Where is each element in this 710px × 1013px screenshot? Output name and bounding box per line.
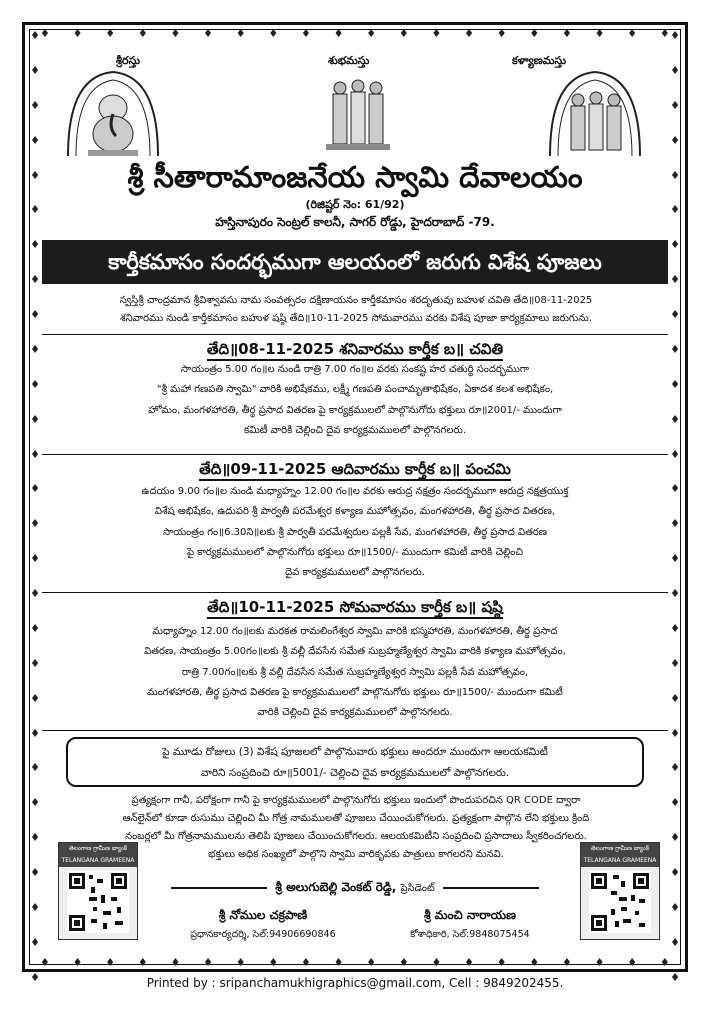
offer-line: పై మూడు రోజులు (3) విశేష పూజలలో పాల్గొనువారు భక్తులు అందరూ ముందుగా ఆలయకమిటీ [162,746,548,758]
divider [42,334,668,335]
secretary-name: శ్రీ నోముల చక్రపాణి [218,908,308,922]
blessing-center: శుభమస్తు [328,54,370,67]
president-signature [0,880,710,897]
day-3-heading: తేది॥10-11-2025 సోమవారము కార్తీక బ॥ షష్ఠి [0,598,710,620]
day-3-details [60,622,650,723]
rama-family-illustration [318,72,398,152]
day-1-details [60,360,650,441]
secretary-role: ప్రధానకార్యదర్శి, సెల్:94906690846 [190,929,336,940]
note-line: ఆన్‌లైన్‌లో కూడా రుసుము చెల్లించి మీ గోత్ర నామములతో పూజలు చేయించుకోగలరు. ప్రత్యక్షంగా పాల్గొన లేని భక్తులు క్రింది [122,813,590,824]
day-3-line: మంగళహారతి, తీర్థ ప్రసాద వితరణ పై కార్యక్రమములలో పాల్గొనుగోరు భక్తులు రూ॥1500/- ముందుగా కమిటీ [147,686,563,698]
day-1-heading: తేది॥08-11-2025 శనివారము కార్తీక బ॥ చవితి [0,340,710,362]
divider [42,454,668,455]
blessing-left: శ్రీరస్తు [116,54,141,67]
day-3-line: వారికి చెల్లించి దైవ కార్యక్రమములలో పాల్గొనగలరు. [257,707,453,719]
divider [42,730,668,731]
intro-line: స్వస్తిశ్రీ చాంద్రమాన శ్రీవిశ్వావసు నామ సంవత్సరం దక్షిణాయనం కార్తీకమాసం శరదృతువు బహుళ చవితి తేది॥08-11-2025 [119,295,593,306]
lamp-border-bottom: ♦ ♦ ♦ ♦ ♦ ♦ ♦ ♦ ♦ ♦ ♦ ♦ ♦ ♦ ♦ ♦ ♦ ♦ ♦ ♦ [40,955,670,969]
day-3-line: వితరణ, సాయంత్రం 5.00గం॥లకు శ్రీ వల్లీ దేవసేన సమేత సుబ్రహ్మణ్యేశ్వర స్వామి వారికి కళ్యాణ మహోత్సవం, [144,646,566,658]
day-2-line: పై కార్యక్రమములలో పాల్గొనుగోరు భక్తులు రూ॥1500/- ముందుగా కమిటీ వారికి చెల్లించి [186,546,524,558]
lamp-border-top: ♦ ♦ ♦ ♦ ♦ ♦ ♦ ♦ ♦ ♦ ♦ ♦ ♦ ♦ ♦ ♦ ♦ ♦ ♦ ♦ [40,26,670,40]
treasurer-name: శ్రీ మంచి నారాయణ [424,908,516,922]
day-2-line: సాయంత్రం గం॥6.30ని॥లకు శ్రీ పార్వతీ పరమేశ్వరుల పల్లకీ సేవ, మంగళహారతి, తీర్థ ప్రసాద వితరణ [162,526,548,538]
blessing-right: కళ్యాణమస్తు [512,54,567,67]
day-1-line: "శ్రీ మహా గణపతి స్వామి" వారికి అభిషేకము, లక్ష్మీ గణపతి పంచామృతాభిషేకం, ఏకాదశ కలశ అభిషేకం, [156,384,554,396]
printer-credit: Printed by : sripanchamukhigraphics@gmail.com, Cell : 9849202455. [146,976,564,990]
bank-label: తెలంగాణ గ్రామీణ బ్యాంక్ TELANGANA GRAMEENA [59,843,137,867]
day-2-line: ఉదయం 9.00 గం॥ల నుండి మధ్యాహ్నం 12.00 గం॥ల వరకు ఆరుద్ర నక్షత్రం సందర్భముగా ఆరుద్ర నక్షత్రయుక్త [141,486,569,497]
day-3-line: మధ్యాహ్నం 12.00 గం॥లకు మరకత రామలింగేశ్వర స్వామి వారికి భస్మహారతి, మంగళహారతి, తీర్థ ప్రసాద [152,626,558,637]
deities-right-illustration [540,66,650,158]
secretary-signature [168,908,358,942]
treasurer-role: కోశాధికారి, సెల్:9848075454 [410,929,530,940]
event-banner: కార్తీకమాసం సందర్భముగా ఆలయంలో జరుగు విశేష పూజలు [42,240,668,284]
day-2-details [60,482,650,583]
day-2-line: దైవ కార్యక్రమములలో పాల్గొనగలరు. [285,567,425,579]
registration-number: (రిజిష్టర్ నెం: 61/92) [305,198,405,211]
lamp-border-right: ♦ ♦ ♦ ♦ ♦ ♦ ♦ ♦ ♦ ♦ ♦ ♦ ♦ ♦ ♦ ♦ ♦ ♦ ♦ ♦ ♦ ♦ ♦ ♦ ♦ ♦ ♦ ♦ [670,29,680,984]
offer-line: వారిని సంప్రదించి రూ॥5001/- చెల్లించి దైవ కార్యక్రమములలో పాల్గొనగలరు. [200,767,510,779]
intro-paragraph [48,292,664,328]
qr-payment-note [78,792,634,864]
temple-title: శ్రీ సీతారామాంజనేయ స్వామి దేవాలయం [127,160,583,194]
note-line: నంబర్లలో మీ గోత్రనామములను తెలిపి పూజలు చేయించుకోగలరు. ఆలయకమిటీని సంప్రదించి ప్రసాదాలు స్వీకరించగలరు. [125,831,587,842]
lamp-border-left: ♦ ♦ ♦ ♦ ♦ ♦ ♦ ♦ ♦ ♦ ♦ ♦ ♦ ♦ ♦ ♦ ♦ ♦ ♦ ♦ ♦ ♦ ♦ ♦ ♦ ♦ ♦ ♦ [30,29,40,984]
day-1-line: హోమం, మంగళహారతి, తీర్థ ప్రసాద వితరణ పై కార్యక్రములలో పాల్గొనుగోరు భక్తులు రూ॥2001/- ముందుగా [148,404,562,416]
day-1-line: సాయంత్రం 5.00 గం॥ల నుండి రాత్రి 7.00 గం॥ల వరకు సంకష్ట హర చతుర్థి సందర్భముగా [180,364,530,375]
president-name: శ్రీ అలుగుబెల్లి వెంకట్ రెడ్డి, [275,880,397,894]
treasurer-signature [380,908,560,942]
package-offer-box [66,737,644,787]
day-2-heading: తేది॥09-11-2025 ఆదివారము కార్తీక బ॥ పంచమి [0,460,710,482]
intro-line: శనివారము నుండి కార్తీకమాసం బహుళ షష్ఠి తేది॥10-11-2025 సోమవారము వరకు విశేష పూజా కార్యక్రమాలు జరుగును. [120,313,592,324]
temple-address: హస్తినాపురం సెంట్రల్ కాలనీ, సాగర్ రోడ్డు, హైదరాబాద్ -79. [215,215,495,229]
day-3-line: రాత్రి 7.00గం॥లకు శ్రీ వల్లీ దేవసేన సమేత సుబ్రహ్మణ్యేశ్వర స్వామి పల్లకీ సేవ మహోత్సవం, [181,666,529,678]
note-line: ప్రత్యక్షంగా గానీ, పరోక్షంగా గానీ పై కార్యక్రమములలో పాల్గొనుగోరు భక్తులు ఇందులో పొందుపరచిన QR CODE ద్వారా [131,795,581,806]
bank-label: తెలంగాణ గ్రామీణ బ్యాంక్ TELANGANA GRAMEENA [581,843,659,867]
divider [42,592,668,593]
president-role: ప్రెసిడెంట్ [400,883,435,894]
day-2-line: విశేష అభిషేకం, ఉదుపరి శ్రీ పార్వతీ పరమేశ్వర కళ్యాణ మహోత్సవం, మంగళహారతి, తీర్థ ప్రసాద వితరణ, [154,506,556,518]
note-line: భక్తులు అధిక సంఖ్యలో పాల్గొని స్వామి వారికృపకు పాత్రులు కాగలరని మనవి. [208,849,504,860]
ganesha-illustration [58,66,168,158]
day-1-line: కమిటీ వారికి చెల్లించి దైవ కార్యక్రమములలో పాల్గొనగలరు. [243,424,467,436]
